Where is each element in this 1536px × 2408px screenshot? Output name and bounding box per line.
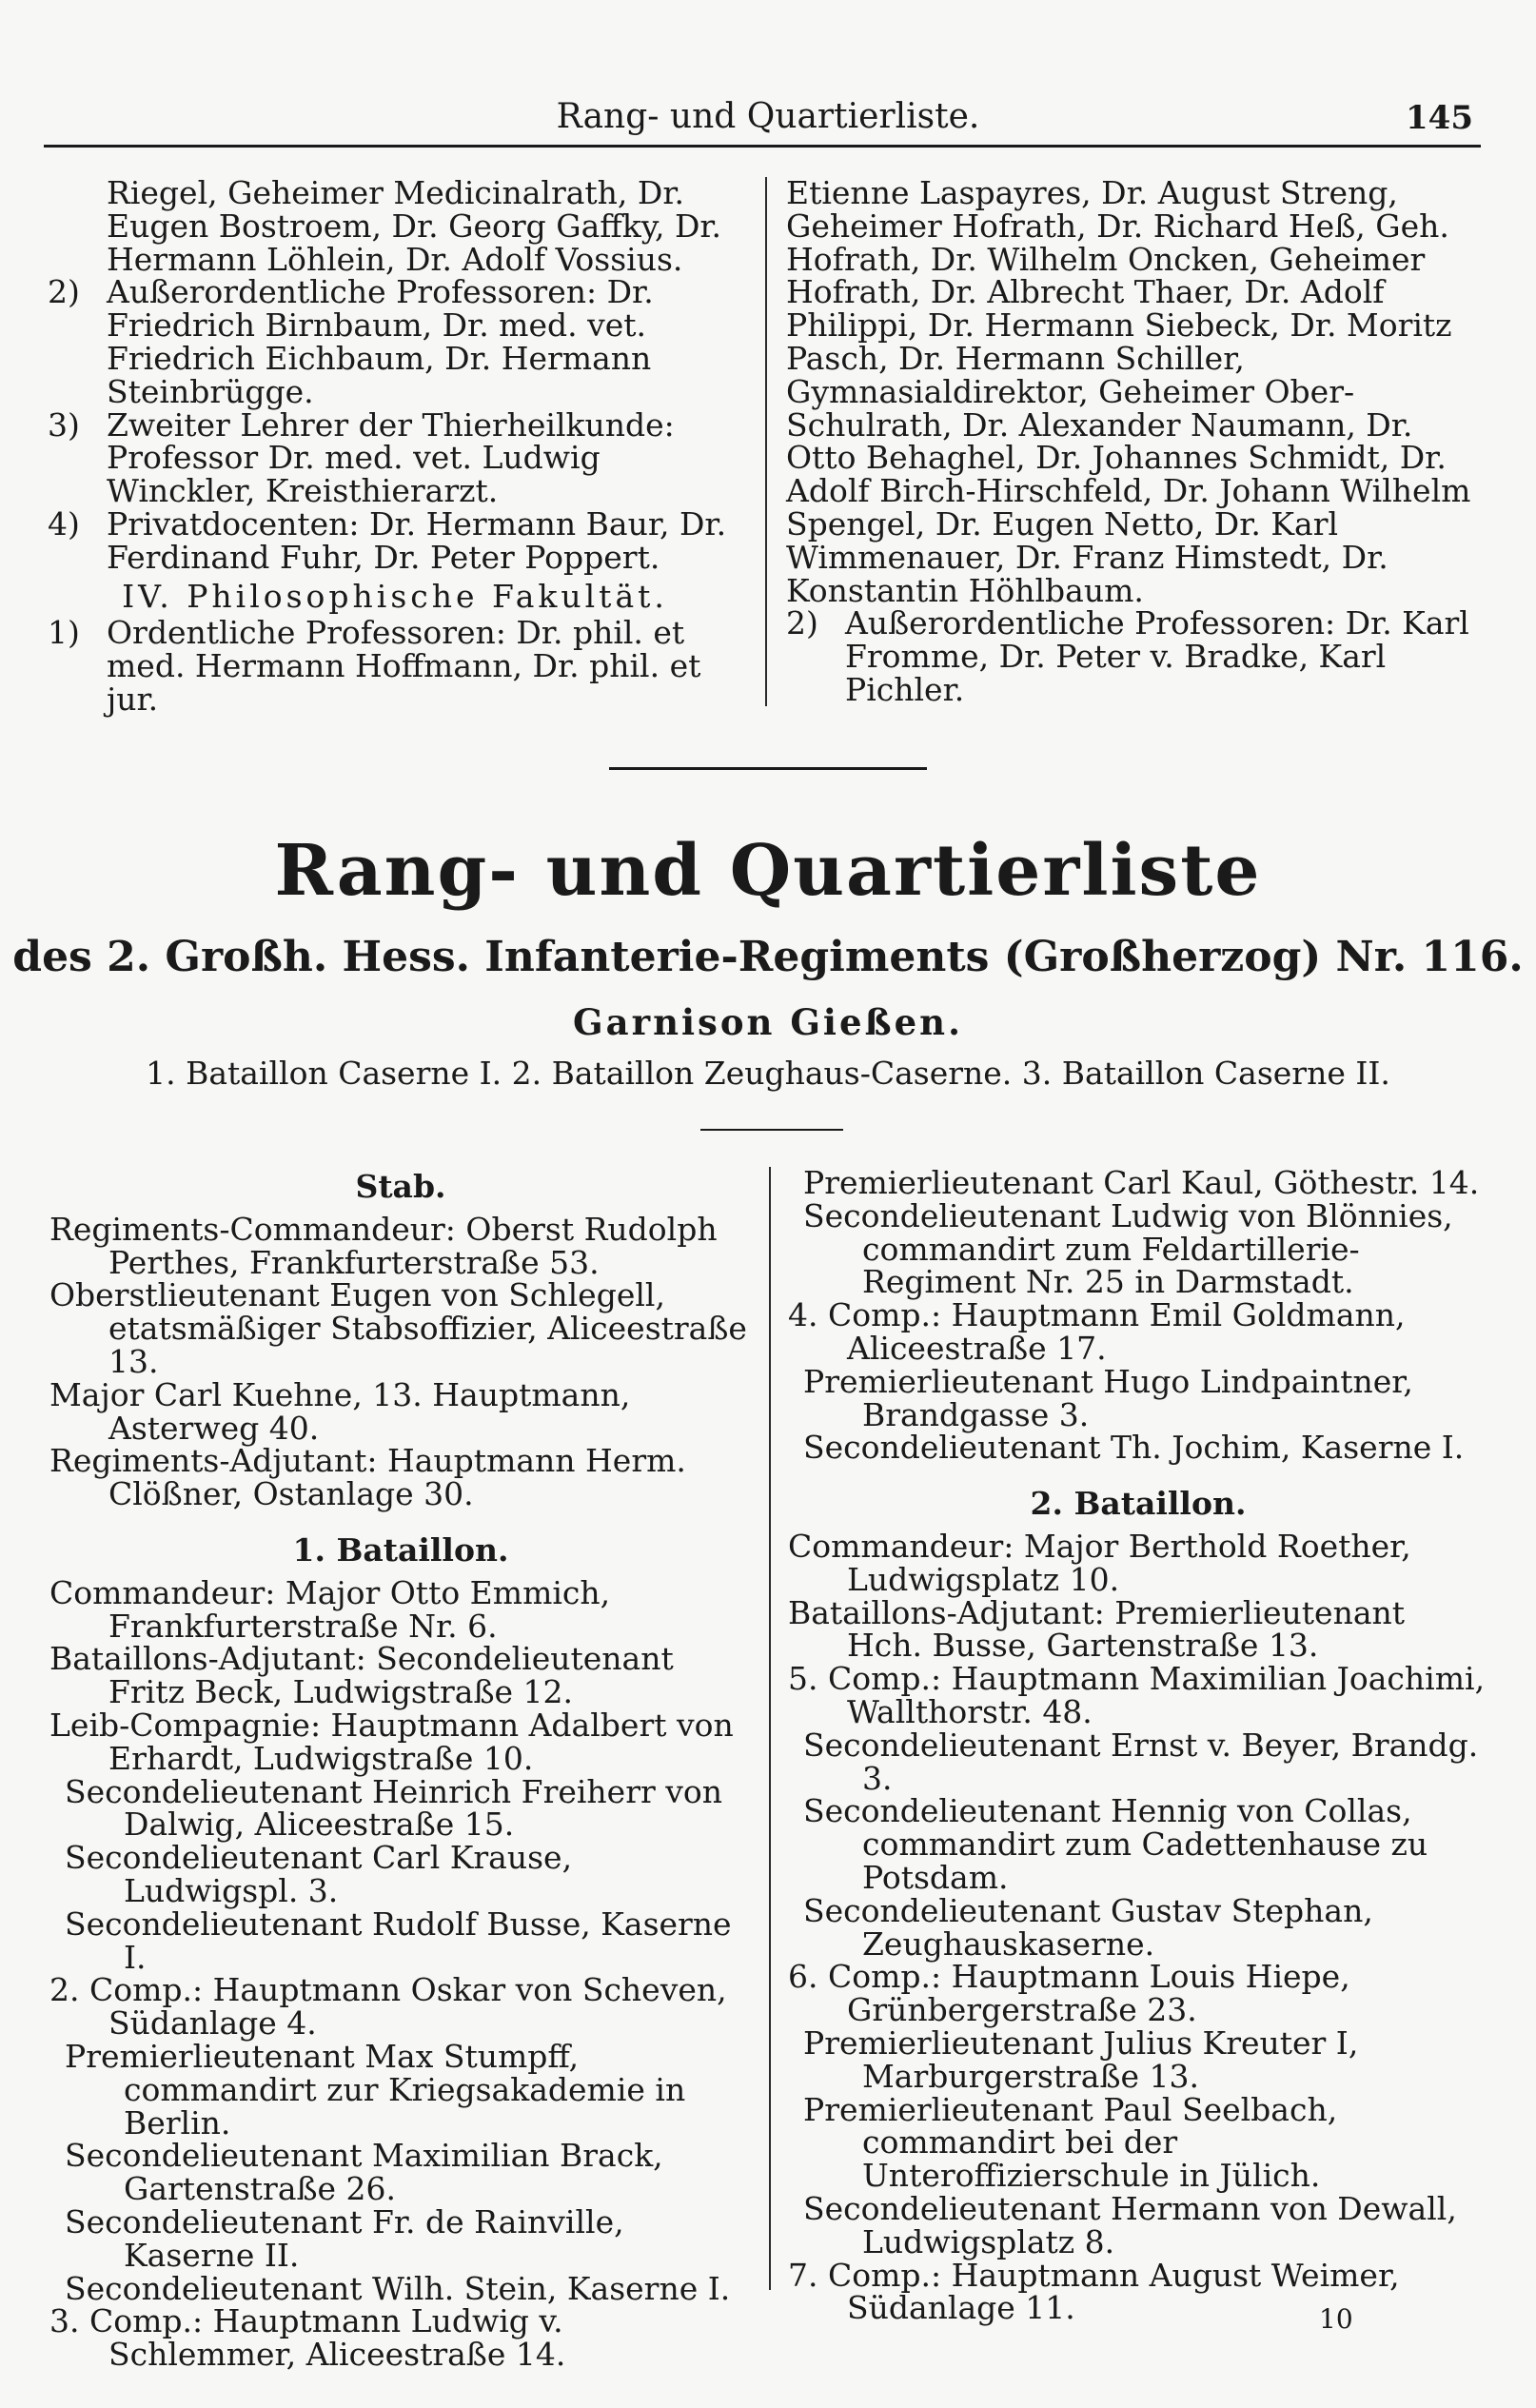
signature-mark: 10 — [1319, 2303, 1353, 2335]
list-item: Premierlieutenant Carl Kaul, Göthestr. 14. — [803, 1164, 1480, 1201]
bottom-left-column — [49, 1167, 752, 2372]
short-rule — [700, 1129, 843, 1131]
list-item: Secondelieutenant Ernst v. Beyer, Brandg. 3. — [803, 1726, 1479, 1797]
list-item: Regiments-Commandeur: Oberst Rudolph Perthes, Frankfurterstraße 53. — [49, 1210, 718, 1281]
faculty-heading: IV. Philosophische Fakultät. — [122, 577, 668, 615]
list-item: Commandeur: Major Berthold Roether, Ludwigsplatz 10. — [788, 1527, 1411, 1598]
list-item: Premierlieutenant Max Stumpff, commandirt zur Kriegsakademie in Berlin. — [65, 2037, 686, 2142]
list-item: Bataillons-Adjutant: Secondelieutenant Fritz Beck, Ludwigstraße 12. — [49, 1640, 674, 1711]
page-number: 145 — [1406, 99, 1473, 137]
list-item: 5. Comp.: Hauptmann Maximilian Joachimi, Wallthorstr. 48. — [788, 1660, 1486, 1730]
list-item: Regiments-Adjutant: Hauptmann Herm. Clößner, Ostanlage 30. — [49, 1442, 686, 1513]
stab-heading: Stab. — [355, 1168, 446, 1205]
list-item: 2. Comp.: Hauptmann Oskar von Scheven, Südanlage 4. — [49, 1971, 727, 2043]
header-rule — [44, 145, 1481, 148]
section-separator — [609, 767, 927, 770]
list-item: 3) Zweiter Lehrer der Thierheilkunde: Professor Dr. med. vet. Ludwig Winckler, Kreisthierarzt. — [48, 405, 675, 510]
list-item: Secondelieutenant Hennig von Collas, commandirt zum Cadettenhause zu Potsdam. — [803, 1792, 1428, 1896]
list-item: Bataillons-Adjutant: Premierlieutenant Hch. Busse, Gartenstraße 13. — [788, 1593, 1406, 1665]
list-item: 3. Comp.: Hauptmann Ludwig v. Schlemmer, Aliceestraße 14. — [49, 2302, 566, 2374]
list-item: 1) Ordentliche Professoren: Dr. phil. et med. Hermann Hoffmann, Dr. phil. et jur. — [48, 614, 701, 718]
list-item: 4) Privatdocenten: Dr. Hermann Baur, Dr. Ferdinand Fuhr, Dr. Peter Poppert. — [48, 504, 727, 576]
list-item: Oberstlieutenant Eugen von Schlegell, etatsmäßiger Stabsoffizier, Aliceestraße 13. — [49, 1276, 747, 1380]
list-item: 2) Außerordentliche Professoren: Dr. Friedrich Birnbaum, Dr. med. vet. Friedrich Eichbaum, Dr. Hermann Steinbrügge. — [48, 273, 654, 410]
list-item: Secondelieutenant Ludwig von Blönnies, commandirt zum Feldartillerie-Regiment Nr. 25 in Darmstadt. — [803, 1196, 1453, 1301]
list-item: Secondelieutenant Rudolf Busse, Kaserne I. — [65, 1905, 732, 1976]
list-item: Commandeur: Major Otto Emmich, Frankfurterstraße Nr. 6. — [49, 1573, 611, 1645]
battalion-1-heading: 1. Bataillon. — [292, 1530, 509, 1569]
list-item: Secondelieutenant Hermann von Dewall, Ludwigsplatz 8. — [803, 2189, 1457, 2260]
list-item: 2) Außerordentliche Professoren: Dr. Karl Fromme, Dr. Peter v. Bradke, Karl Pichler. — [786, 604, 1469, 708]
page-title: Rang- und Quartierliste — [274, 830, 1262, 912]
list-item: Secondelieutenant Maximilian Brack, Gartenstraße 26. — [65, 2137, 663, 2208]
battalion-barracks: 1. Bataillon Caserne I. 2. Bataillon Zeughaus-Caserne. 3. Bataillon Caserne II. — [146, 1055, 1390, 1092]
running-head — [53, 93, 1483, 147]
list-item: 6. Comp.: Hauptmann Louis Hiepe, Grünbergerstraße 23. — [788, 1958, 1350, 2029]
list-item: Major Carl Kuehne, 13. Hauptmann, Asterweg 40. — [49, 1375, 631, 1447]
list-item: Leib-Compagnie: Hauptmann Adalbert von Erhardt, Ludwigstraße 10. — [49, 1706, 734, 1777]
list-item: Riegel, Geheimer Medicinalrath, Dr. Eugen Bostroem, Dr. Georg Gaffky, Dr. Hermann Löhlein, Dr. Adolf Vossius. — [107, 174, 722, 278]
battalion-2-heading: 2. Bataillon. — [1030, 1485, 1247, 1523]
list-item: Etienne Laspayres, Dr. August Streng, Geheimer Hofrath, Dr. Richard Heß, Geh. Hofrath, Dr. Wilhelm Oncken, Geheimer Hofrath, Dr. Albrecht Thaer, Dr. Adolf Philippi, Dr. Hermann Siebeck, Dr. Moritz Pasch, Dr. Hermann Schiller, Gymnasialdirektor, Geheimer Ober-Schulrath, Dr. Alexander Naumann, Dr. Otto Behaghel, Dr. Johannes Schmidt, Dr. Adolf Birch-Hirschfeld, Dr. Johann Wilhelm Spengel, Dr. Eugen Netto, Dr. Karl Wimmenauer, Dr. Franz Himstedt, Dr. Konstantin Höhlbaum. — [786, 174, 1471, 609]
bottom-right-column — [788, 1164, 1488, 2327]
list-item: Secondelieutenant Fr. de Rainville, Kaserne II. — [65, 2202, 624, 2274]
list-item: 7. Comp.: Hauptmann August Weimer, Südanlage 11. — [788, 2256, 1400, 2327]
top-left-column — [48, 174, 742, 718]
list-item: Secondelieutenant Gustav Stephan, Zeughauskaserne. — [803, 1891, 1373, 1963]
list-item: Secondelieutenant Wilh. Stein, Kaserne I. — [65, 2269, 731, 2307]
regiment-subtitle: des 2. Großh. Hess. Infanterie-Regiments (Großherzog) Nr. 116. — [12, 933, 1524, 981]
list-item: Secondelieutenant Th. Jochim, Kaserne I. — [803, 1429, 1465, 1467]
column-divider — [769, 1167, 771, 2290]
list-item: 4. Comp.: Hauptmann Emil Goldmann, Aliceestraße 17. — [788, 1296, 1406, 1367]
garrison-heading: Garnison Gießen. — [573, 1001, 963, 1043]
list-item: Secondelieutenant Heinrich Freiherr von Dalwig, Aliceestraße 15. — [65, 1772, 723, 1844]
running-head-title: Rang- und Quartierliste. — [556, 97, 980, 136]
list-item: Premierlieutenant Julius Kreuter I, Marburgerstraße 13. — [803, 2023, 1359, 2095]
top-right-column — [786, 174, 1488, 708]
list-item: Premierlieutenant Hugo Lindpaintner, Brandgasse 3. — [803, 1362, 1413, 1433]
list-item: Secondelieutenant Carl Krause, Ludwigspl. 3. — [65, 1839, 573, 1909]
column-divider — [765, 177, 767, 706]
list-item: Premierlieutenant Paul Seelbach, commandirt bei der Unteroffizierschule in Jülich. — [803, 2090, 1338, 2195]
